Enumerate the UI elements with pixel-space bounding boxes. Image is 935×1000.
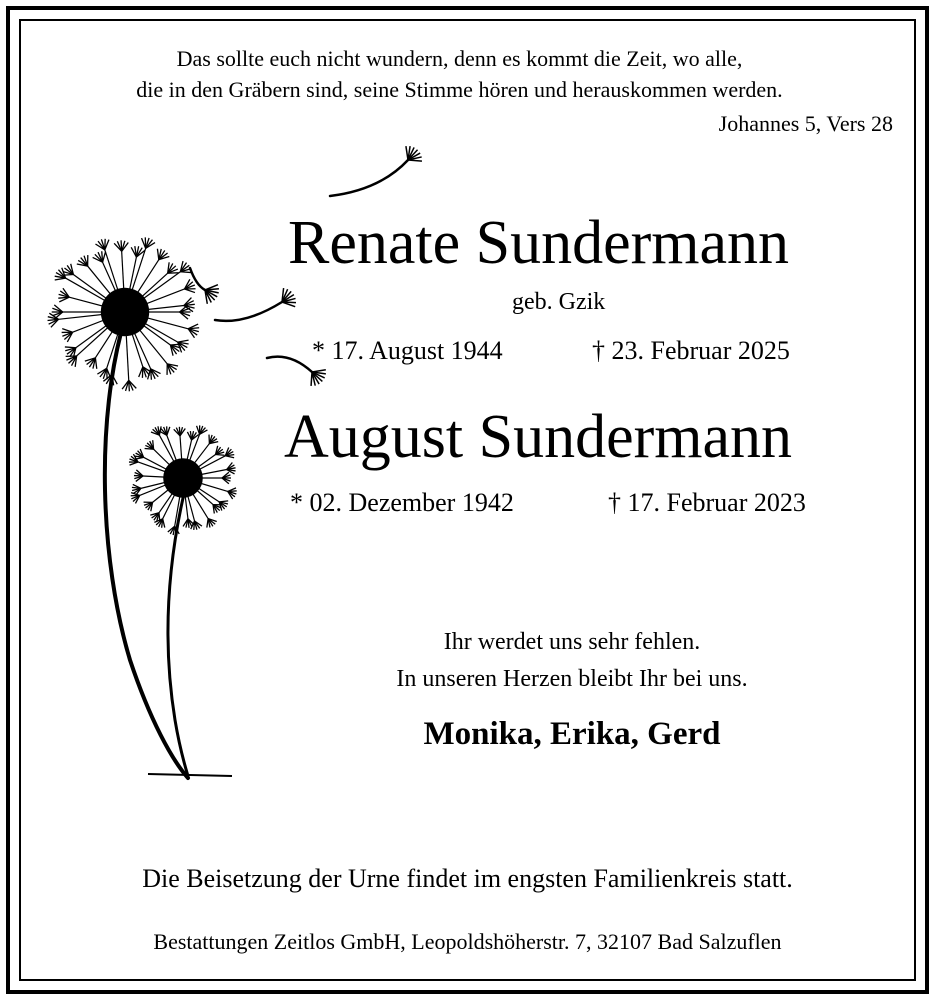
burial-notice: Die Beisetzung der Urne findet im engsten Familienkreis statt. [142, 864, 793, 893]
undertaker-address: Bestattungen Zeitlos GmbH, Leopoldshöherstr. 7, 32107 Bad Salzuflen [153, 929, 782, 954]
deceased-name-2: August Sundermann [284, 403, 793, 471]
birth-date-1: * 17. August 1944 [312, 336, 503, 365]
ground-line [148, 774, 232, 776]
birth-date-2: * 02. Dezember 1942 [290, 488, 514, 517]
mourners-names: Monika, Erika, Gerd [423, 716, 721, 752]
farewell-line-2: In unseren Herzen bleibt Ihr bei uns. [396, 666, 748, 692]
farewell-line-1: Ihr werdet uns sehr fehlen. [443, 629, 701, 655]
deceased-name-1: Renate Sundermann [288, 209, 790, 277]
birth-name-1: geb. Gzik [512, 289, 606, 315]
verse-line-1: Das sollte euch nicht wundern, denn es kommt die Zeit, wo alle, [176, 46, 743, 71]
dandelion-head-large [48, 237, 200, 391]
death-date-2: † 17. Februar 2023 [608, 488, 806, 517]
dandelion-stem-large [105, 318, 188, 778]
bible-verse [0, 43, 919, 105]
death-date-1: † 23. Februar 2025 [592, 336, 790, 365]
dandelion-head-small [129, 425, 237, 535]
farewell-message [322, 624, 822, 698]
verse-line-2: die in den Gräbern sind, seine Stimme hören und herauskommen werden. [136, 77, 783, 102]
verse-reference: Johannes 5, Vers 28 [718, 111, 893, 136]
